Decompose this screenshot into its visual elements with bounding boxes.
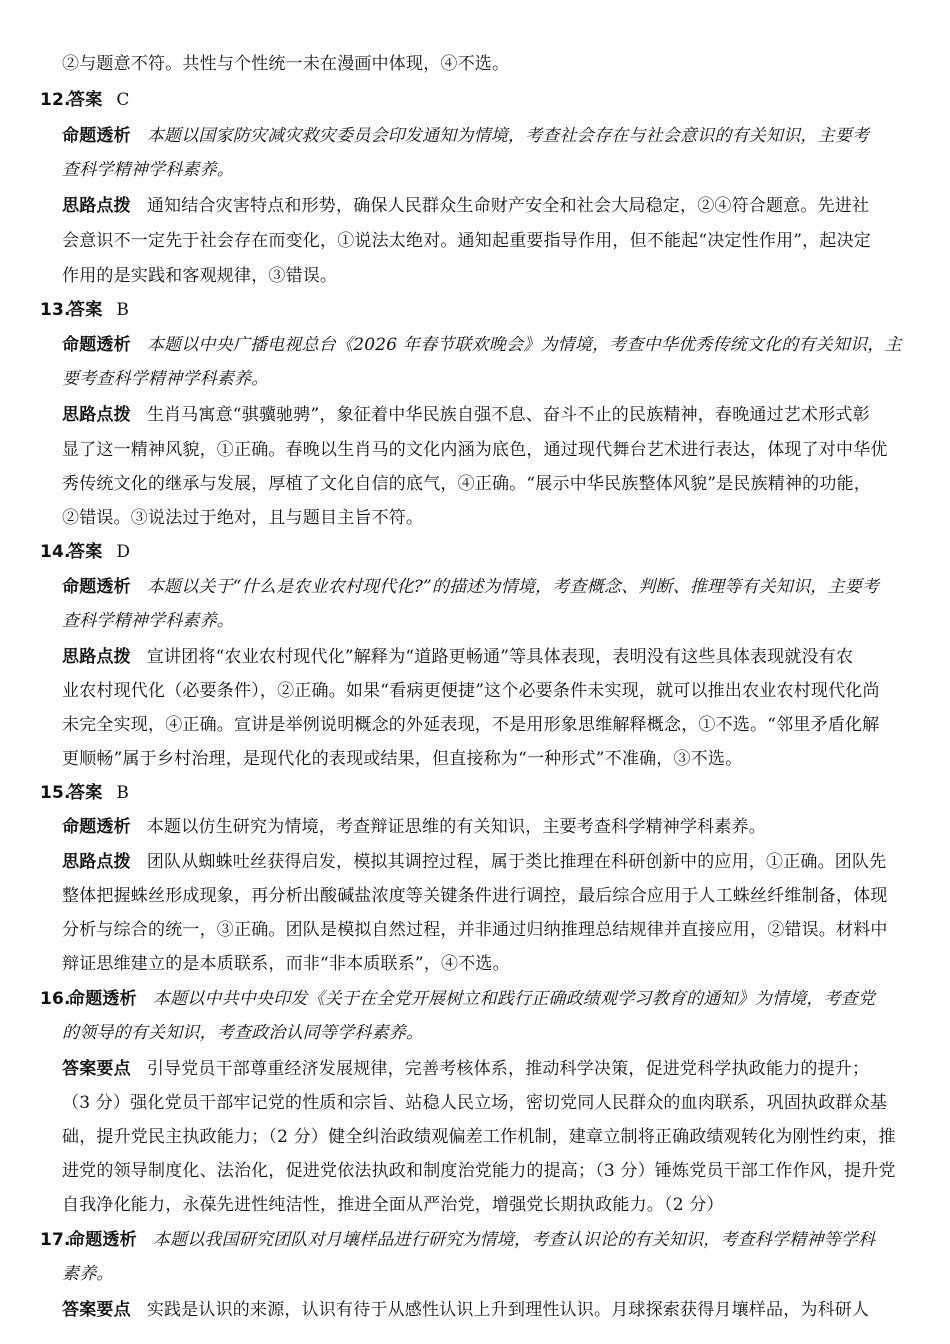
text-span: ②错误。③说法过于绝对，且与题目主旨不符。 bbox=[62, 508, 424, 528]
text-line bbox=[62, 194, 910, 218]
text-span: 业农村现代化（必要条件），②正确。如果“看病更便捷”这个必要条件未实现，就可以推出农业农村现代化尚 bbox=[62, 681, 880, 701]
text-line bbox=[62, 1298, 910, 1322]
analysis-row bbox=[68, 1228, 875, 1252]
text-span: 查科学精神学科素养。 bbox=[62, 611, 234, 631]
text-span: 素养。 bbox=[62, 1264, 114, 1284]
text-line bbox=[62, 403, 910, 427]
answer-value: B bbox=[116, 783, 130, 803]
section-label: 思路点拨 bbox=[62, 196, 131, 216]
text-line bbox=[62, 609, 910, 633]
text-span: 引导党员干部尊重经济发展规律，完善考核体系，推动科学决策，促进党科学执政能力的提升； bbox=[146, 1059, 870, 1079]
text-span: 本题以仿生研究为情境，考查辩证思维的有关知识，主要考查科学精神学科素养。 bbox=[146, 817, 767, 837]
text-line bbox=[62, 506, 910, 530]
text-span: 整体把握蛛丝形成现象，再分析出酸碱盐浓度等关键条件进行调控，最后综合应用于人工蛛丝纤维制备，体现 bbox=[62, 886, 888, 906]
section-label: 答案要点 bbox=[62, 1300, 131, 1320]
text-line bbox=[62, 884, 910, 908]
text-span: 自我净化能力，永葆先进性纯洁性，推进全面从严治党，增强党长期执政能力。（2 分） bbox=[62, 1195, 724, 1215]
text-span: 宣讲团将“农业农村现代化”解释为“道路更畅通”等具体表现，表明没有这些具体表现就没有农 bbox=[146, 647, 854, 667]
answer-label-row bbox=[68, 298, 129, 322]
text-line bbox=[62, 815, 910, 839]
text-line bbox=[62, 918, 910, 942]
question-number: 13. bbox=[40, 300, 71, 320]
section-label: 命题透析 bbox=[62, 577, 131, 597]
text-span: 秀传统文化的继承与发展，厚植了文化自信的底气，④正确。“展示中华民族整体风貌”是民族精神的功能， bbox=[62, 474, 871, 494]
section-label: 思路点拨 bbox=[62, 852, 131, 872]
answer-value: D bbox=[116, 542, 131, 562]
answer-label: 答案 bbox=[68, 90, 103, 110]
section-label: 命题透析 bbox=[62, 817, 131, 837]
section-label: 答案要点 bbox=[62, 1059, 131, 1079]
section-label: 思路点拨 bbox=[62, 405, 131, 425]
text-span: 辩证思维建立的是本质联系，而非“非本质联系”，④不选。 bbox=[62, 954, 510, 974]
text-line bbox=[62, 158, 910, 182]
text-line bbox=[62, 713, 910, 737]
text-span: 团队从蜘蛛吐丝获得启发，模拟其调控过程，属于类比推理在科研创新中的应用，①正确。团队先 bbox=[146, 852, 887, 872]
section-label: 命题透析 bbox=[68, 1230, 137, 1250]
text-line bbox=[62, 1159, 910, 1183]
text-span: 本题以关于“什么是农业农村现代化?”的描述为情境，考查概念、判断、推理等有关知识，主要考 bbox=[146, 577, 880, 597]
answer-value: B bbox=[116, 300, 130, 320]
text-span: 显了这一精神风貌，①正确。春晚以生肖马的文化内涵为底色，通过现代舞台艺术进行表达，体现了对中华优 bbox=[62, 440, 888, 460]
section-label: 命题透析 bbox=[62, 126, 131, 146]
question-number: 12. bbox=[40, 90, 71, 110]
answer-label: 答案 bbox=[68, 783, 103, 803]
text-span: 的领导的有关知识，考查政治认同等学科素养。 bbox=[62, 1023, 424, 1043]
text-line bbox=[62, 1021, 910, 1045]
answer-label: 答案 bbox=[68, 300, 103, 320]
text-line bbox=[62, 124, 910, 148]
text-span: 进党的领导制度化、法治化，促进党依法执政和制度治党能力的提高；（3 分）锤炼党员干部工作作风，提升党 bbox=[62, 1161, 896, 1181]
text-line bbox=[62, 333, 910, 357]
text-span: 要考查科学精神学科素养。 bbox=[62, 369, 269, 389]
text-line bbox=[62, 645, 910, 669]
answer-label-row bbox=[68, 540, 130, 564]
text-span: 生肖马寓意“骐骥驰骋”，象征着中华民族自强不息、奋斗不止的民族精神，春晚通过艺术形式彰 bbox=[146, 405, 870, 425]
text-line bbox=[62, 367, 910, 391]
text-line bbox=[62, 229, 910, 253]
answer-label: 答案 bbox=[68, 542, 103, 562]
text-line bbox=[62, 850, 910, 874]
text-span: 会意识不一定先于社会存在而变化，①说法太绝对。通知起重要指导作用，但不能起“决定性作用”，起决定 bbox=[62, 231, 871, 251]
text-span: 本题以我国研究团队对月壤样品进行研究为情境，考查认识论的有关知识，考查科学精神等学科 bbox=[152, 1230, 876, 1250]
section-label: 命题透析 bbox=[62, 335, 131, 355]
text-span: 本题以中央广播电视总台《2026 年春节联欢晚会》为情境，考查中华优秀传统文化的有关知识，主 bbox=[146, 335, 902, 355]
answer-label-row bbox=[68, 88, 130, 112]
text-span: 作用的是实践和客观规律，③错误。 bbox=[62, 266, 338, 286]
section-label: 命题透析 bbox=[68, 989, 137, 1009]
text-line bbox=[62, 264, 910, 288]
question-number: 15. bbox=[40, 783, 71, 803]
text-line bbox=[62, 1091, 910, 1115]
text-line bbox=[62, 1193, 910, 1217]
section-label: 思路点拨 bbox=[62, 647, 131, 667]
text-span: 础，提升党民主执政能力；（2 分）健全纠治政绩观偏差工作机制，建章立制将正确政绩观转化为刚性约束，推 bbox=[62, 1127, 896, 1147]
text-line bbox=[62, 438, 910, 462]
text-line bbox=[62, 679, 910, 703]
analysis-row bbox=[68, 987, 875, 1011]
text-span: 本题以国家防灾减灾救灾委员会印发通知为情境，考查社会存在与社会意识的有关知识，主要考 bbox=[146, 126, 870, 146]
text-span: 通知结合灾害特点和形势，确保人民群众生命财产安全和社会大局稳定，②④符合题意。先进社 bbox=[146, 196, 870, 216]
text-span: 本题以中共中央印发《关于在全党开展树立和践行正确政绩观学习教育的通知》为情境，考查党 bbox=[152, 989, 876, 1009]
text-span: （3 分）强化党员干部牢记党的性质和宗旨、站稳人民立场，密切党同人民群众的血肉联系，巩固执政群众基 bbox=[62, 1093, 888, 1113]
text-line bbox=[62, 1262, 910, 1286]
text-line bbox=[62, 1057, 910, 1081]
text-span: 查科学精神学科素养。 bbox=[62, 160, 234, 180]
text-line bbox=[62, 575, 910, 599]
text-line bbox=[62, 1125, 910, 1149]
text-span: ②与题意不符。共性与个性统一未在漫画中体现，④不选。 bbox=[62, 54, 510, 74]
question-number: 16. bbox=[40, 989, 71, 1009]
answer-value: C bbox=[116, 90, 130, 110]
text-span: 未完全实现，④正确。宣讲是举例说明概念的外延表现，不是用形象思维解释概念，①不选。“邻里矛盾化解 bbox=[62, 715, 880, 735]
text-line bbox=[62, 747, 910, 771]
question-number: 14. bbox=[40, 542, 71, 562]
text-line bbox=[62, 952, 910, 976]
question-number: 17. bbox=[40, 1230, 71, 1250]
text-line bbox=[62, 52, 910, 76]
text-span: 分析与综合的统一，③正确。团队是模拟自然过程，并非通过归纳推理总结规律并直接应用，②错误。材料中 bbox=[62, 920, 888, 940]
answer-label-row bbox=[68, 781, 129, 805]
text-span: 实践是认识的来源，认识有待于从感性认识上升到理性认识。月球探索获得月壤样品，为科研人 bbox=[146, 1300, 870, 1320]
text-line bbox=[62, 472, 910, 496]
text-span: 更顺畅”属于乡村治理，是现代化的表现或结果，但直接称为“一种形式”不准确，③不选。 bbox=[62, 749, 743, 769]
